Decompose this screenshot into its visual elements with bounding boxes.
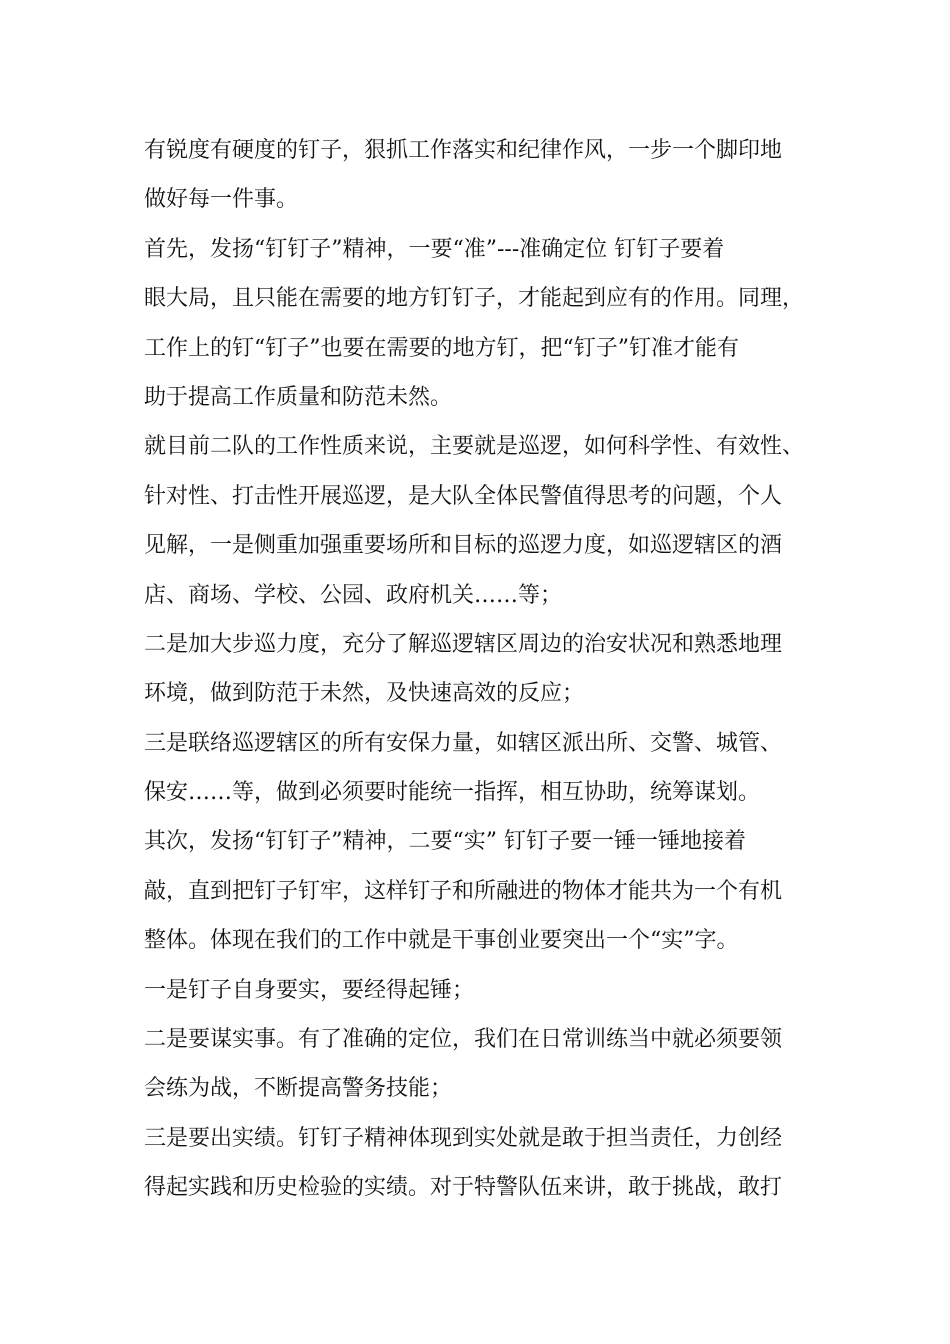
text-line: 敲，直到把钉子钉牢，这样钉子和所融进的物体才能共为一个有机 bbox=[144, 878, 783, 904]
text-line: 助于提高工作质量和防范未然。 bbox=[144, 384, 453, 410]
text-line: 保安……等，做到必须要时能统一指挥，相互协助，统筹谋划。 bbox=[144, 780, 761, 806]
document-body bbox=[144, 126, 824, 1213]
text-line: 三是联络巡逻辖区的所有安保力量，如辖区派出所、交警、城管、 bbox=[144, 730, 783, 756]
text-line: 环境，做到防范于未然，及快速高效的反应； bbox=[144, 681, 585, 707]
text-line: 就目前二队的工作性质来说，主要就是巡逻，如何科学性、有效性、 bbox=[144, 434, 805, 460]
text-line: 二是要谋实事。有了准确的定位，我们在日常训练当中就必须要领 bbox=[144, 1027, 783, 1053]
text-line: 二是加大步巡力度，充分了解巡逻辖区周边的治安状况和熟悉地理 bbox=[144, 631, 783, 657]
text-line: 整体。体现在我们的工作中就是干事创业要突出一个“实”字。 bbox=[144, 928, 739, 954]
text-line: 会练为战，不断提高警务技能； bbox=[144, 1076, 453, 1102]
text-line: 见解，一是侧重加强重要场所和目标的巡逻力度，如巡逻辖区的酒 bbox=[144, 533, 783, 559]
text-line: 有锐度有硬度的钉子，狠抓工作落实和纪律作风，一步一个脚印地 bbox=[144, 138, 783, 163]
text-line: 针对性、打击性开展巡逻，是大队全体民警值得思考的问题，个人 bbox=[144, 483, 783, 509]
text-line: 做好每一件事。 bbox=[144, 187, 299, 213]
text-line: 得起实践和历史检验的实绩。对于特警队伍来讲，敢于挑战，敢打 bbox=[144, 1175, 783, 1201]
text-line: 工作上的钉“钉子”也要在需要的地方钉，把“钉子”钉准才能有 bbox=[144, 335, 739, 361]
text-line: 其次，发扬“钉钉子”精神，二要“实” 钉钉子要一锤一锤地接着 bbox=[144, 829, 746, 855]
text-line: 一是钉子自身要实，要经得起锤； bbox=[144, 977, 475, 1003]
text-line: 眼大局，且只能在需要的地方钉钉子，才能起到应有的作用。同理， bbox=[144, 286, 805, 312]
text-line: 店、商场、学校、公园、政府机关……等； bbox=[144, 582, 563, 608]
text-line: 首先，发扬“钉钉子”精神，一要“准”---准确定位 钉钉子要着 bbox=[144, 236, 725, 262]
text-line: 三是要出实绩。钉钉子精神体现到实处就是敢于担当责任，力创经 bbox=[144, 1125, 783, 1151]
